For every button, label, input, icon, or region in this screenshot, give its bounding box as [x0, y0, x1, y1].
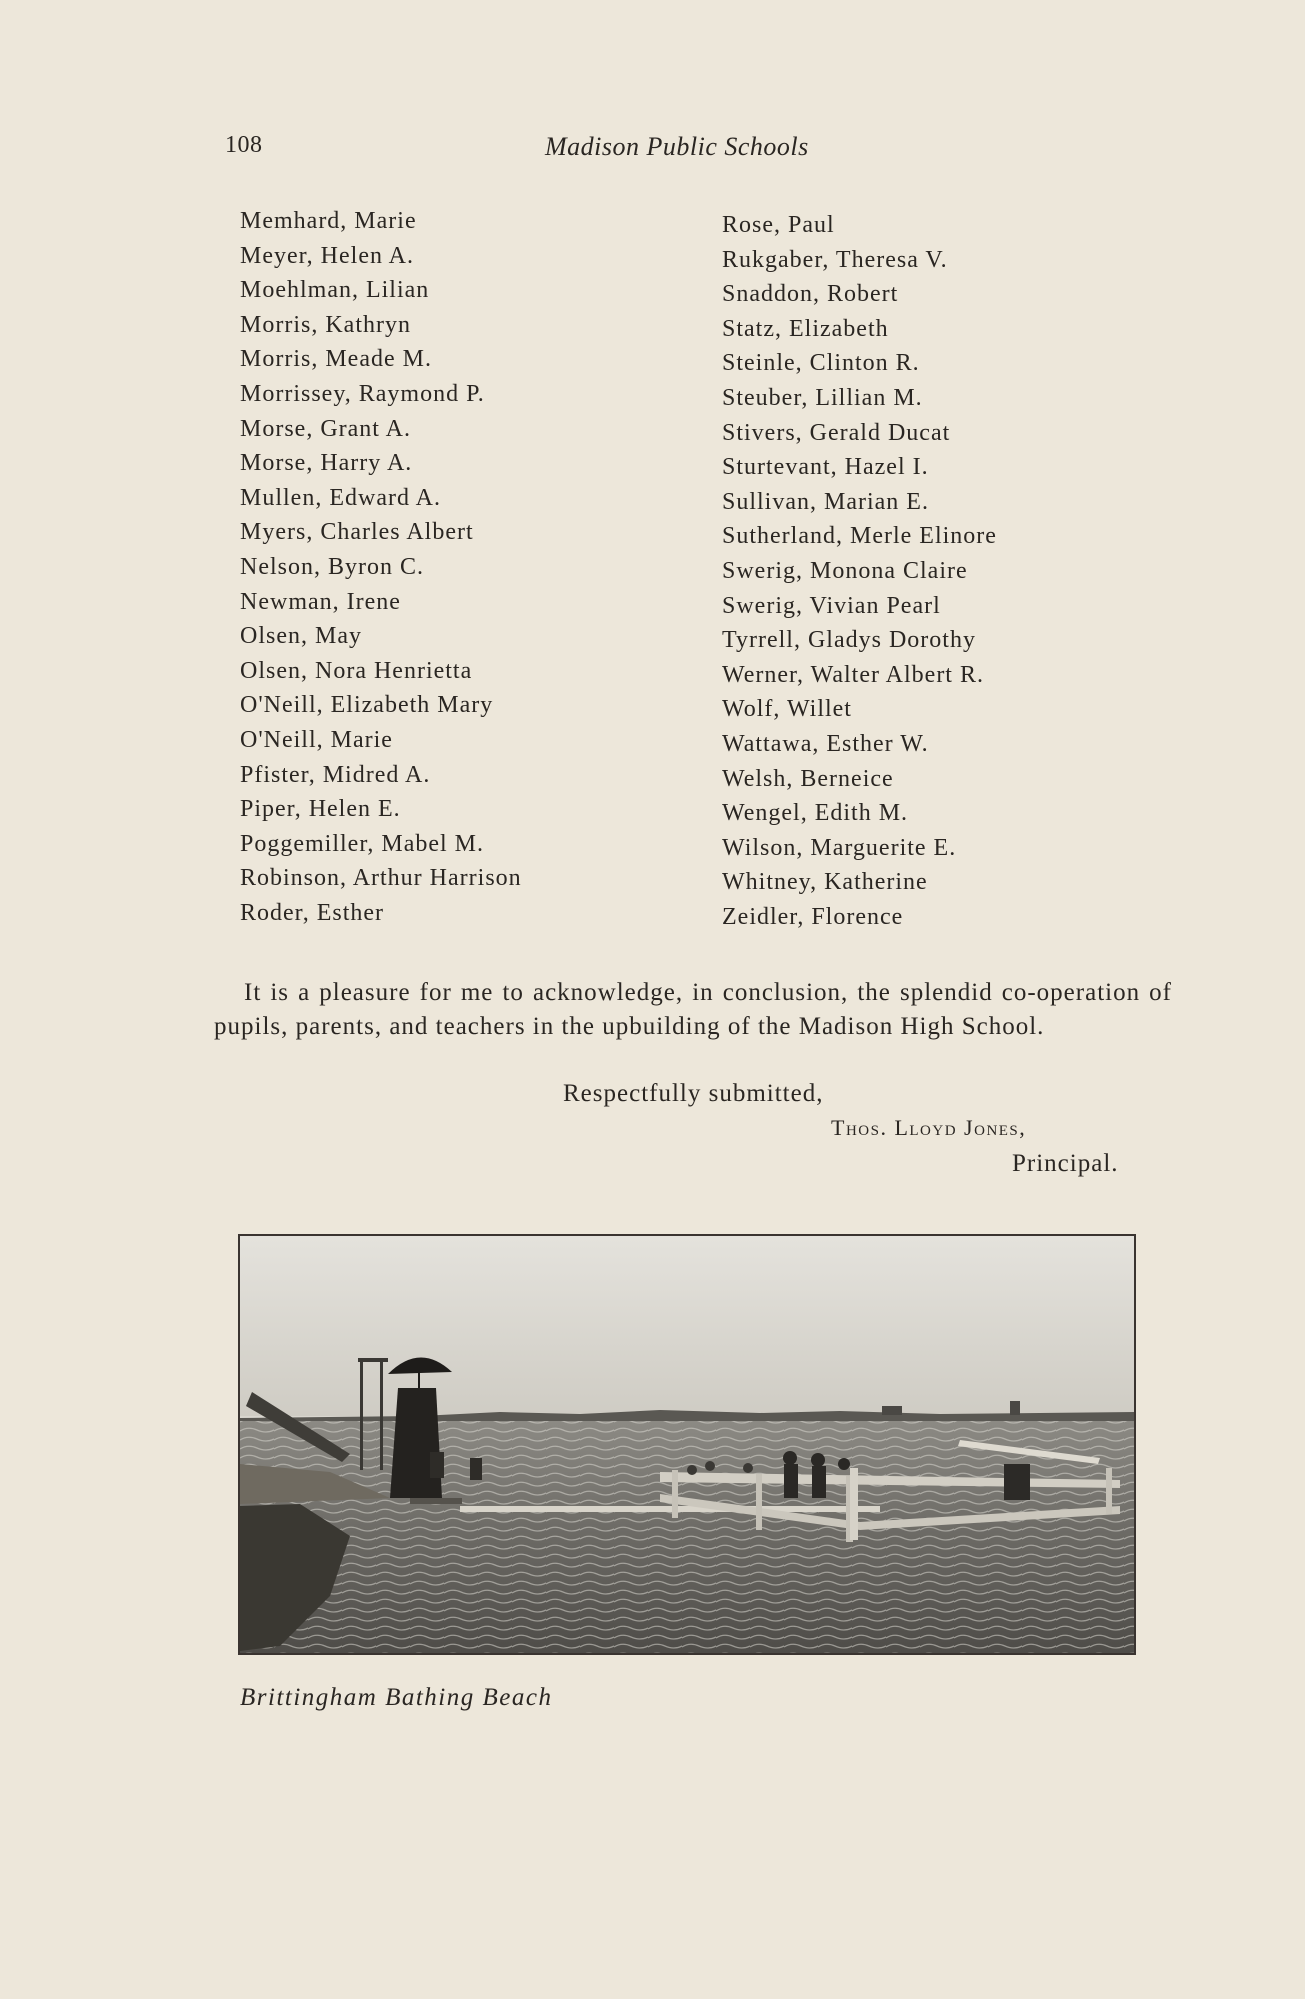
list-item: Newman, Irene: [240, 588, 401, 615]
list-item: Sturtevant, Hazel I.: [722, 454, 929, 481]
list-item: Stivers, Gerald Ducat: [722, 419, 951, 446]
list-item: Meyer, Helen A.: [240, 242, 414, 269]
list-item: Tyrrell, Gladys Dorothy: [722, 627, 976, 654]
list-item: Myers, Charles Albert: [240, 519, 474, 546]
list-item: Olsen, Nora Henrietta: [240, 657, 473, 684]
list-item: Piper, Helen E.: [240, 796, 401, 823]
list-item: Steinle, Clinton R.: [722, 350, 920, 377]
signatory-name: Thos. Lloyd Jones,: [831, 1115, 1027, 1140]
beach-photograph: [238, 1234, 1136, 1655]
signatory-title: Principal.: [1012, 1150, 1119, 1177]
list-item: Swerig, Vivian Pearl: [722, 592, 941, 619]
list-item: Pfister, Midred A.: [240, 761, 431, 788]
list-item: Whitney, Katherine: [722, 869, 928, 896]
list-item: Morrissey, Raymond P.: [240, 380, 485, 407]
list-item: Zeidler, Florence: [722, 903, 904, 930]
list-item: O'Neill, Elizabeth Mary: [240, 692, 494, 719]
list-item: Morris, Meade M.: [240, 346, 432, 373]
running-title: Madison Public Schools: [545, 132, 809, 161]
list-item: Memhard, Marie: [240, 208, 417, 234]
list-item: Sullivan, Marian E.: [722, 488, 929, 515]
list-item: Wattawa, Esther W.: [722, 730, 929, 757]
list-item: Statz, Elizabeth: [722, 315, 889, 342]
list-item: Nelson, Byron C.: [240, 553, 424, 580]
list-item: Roder, Esther: [240, 899, 385, 926]
sign-off: Respectfully submitted,: [563, 1080, 824, 1107]
list-item: Wilson, Marguerite E.: [722, 834, 957, 861]
list-item: Wengel, Edith M.: [722, 800, 909, 827]
page-number: 108: [225, 132, 263, 158]
closing-paragraph: It is a pleasure for me to acknowledge, in conclusion, the splendid co-operation of pupils, parents, and teachers in the upbuilding of the Madison High School.: [214, 979, 1172, 1040]
list-item: Wolf, Willet: [722, 696, 852, 723]
list-item: Snaddon, Robert: [722, 281, 899, 308]
list-item: Morse, Harry A.: [240, 450, 413, 477]
list-item: Rose, Paul: [722, 212, 835, 238]
list-item: Steuber, Lillian M.: [722, 384, 923, 411]
list-item: Moehlman, Lilian: [240, 277, 430, 304]
list-item: Welsh, Berneice: [722, 765, 894, 792]
list-item: O'Neill, Marie: [240, 726, 393, 753]
name-list-left: [240, 204, 522, 930]
list-item: Mullen, Edward A.: [240, 484, 441, 511]
list-item: Morris, Kathryn: [240, 311, 411, 338]
list-item: Robinson, Arthur Harrison: [240, 865, 522, 892]
list-item: Morse, Grant A.: [240, 415, 411, 442]
list-item: Sutherland, Merle Elinore: [722, 523, 997, 550]
list-item: Poggemiller, Mabel M.: [240, 830, 485, 857]
name-list-right: [722, 208, 997, 934]
list-item: Swerig, Monona Claire: [722, 557, 968, 584]
list-item: Werner, Walter Albert R.: [722, 661, 984, 688]
photo-caption: Brittingham Bathing Beach: [240, 1684, 553, 1711]
list-item: Olsen, May: [240, 623, 362, 650]
list-item: Rukgaber, Theresa V.: [722, 246, 948, 273]
